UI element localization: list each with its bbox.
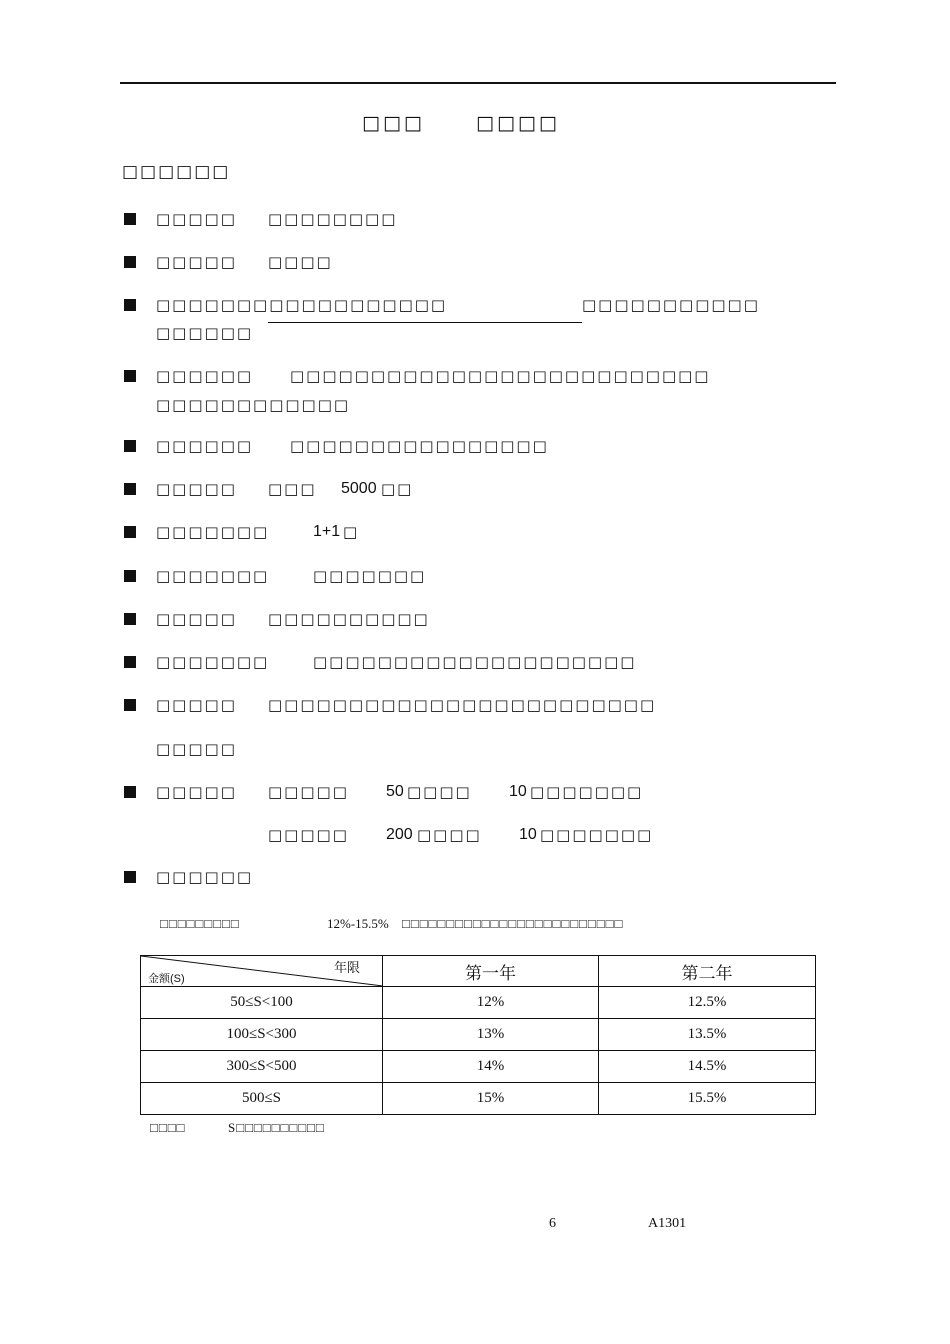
item-value: □□□□ [268,253,333,271]
table-corner-cell [141,956,383,987]
corner-bottom-label: 金额(S) [148,973,185,985]
item-value: □□□□□□□□□□□□□□□□□□□□□□□□ [268,696,657,714]
item-text: □□□□□□□□□□□□ [156,396,351,414]
bullet-icon [124,440,136,452]
item-text: □□□□□□□ [530,783,644,801]
item-suffix: □□ [381,480,414,498]
doc-title-left: □□□ [362,112,425,134]
table-cell: 12.5% [599,987,816,1019]
item-prefix: □□□ [268,480,317,498]
table-header-row [141,956,816,987]
table-note-text: □□□□ [150,1120,186,1135]
bullet-icon [124,786,136,798]
item-number: 50 [386,783,404,800]
bullet-icon [124,699,136,711]
bullet-icon [124,871,136,883]
item-label: □□□□□ [156,480,237,498]
item-label: □□□□□□□ [156,523,270,541]
table-cell: 13.5% [599,1019,816,1051]
item-text: □□□□□□□ [540,826,654,844]
table-cell: 12% [383,987,599,1019]
bullet-icon [124,483,136,495]
item-number: 200 [386,826,413,843]
table-cell: 500≤S [141,1083,383,1115]
item-text: □□□□□□□□□□□ [582,296,760,314]
item-value: □□□□□□□□□□□□□□□□ [290,437,549,455]
item-label: □□□□□□□ [156,567,270,585]
table-header-cell: 第一年 [383,956,599,987]
item-text: □□□□ [417,826,482,844]
item-label: □□□□□□ [156,437,254,455]
item-number: 10 [509,783,527,800]
table-cell: 300≤S<500 [141,1051,383,1083]
bullet-icon [124,299,136,311]
bullet-icon [124,656,136,668]
item-value: 1+1 [313,523,341,540]
item-text: □□□□ [407,783,472,801]
item-label: □□□□□□□ [156,653,270,671]
section-heading: □□□□□□ [122,162,231,182]
rate-note-text: □□□□□□□□□ [160,916,240,931]
doc-code: A1301 [648,1216,687,1231]
item-label: □□□□□□ [156,367,254,385]
item-label: □□□□□ [156,783,237,801]
item-text: □□□□□□□□□□□□□□□□□□ [156,296,448,314]
doc-title-right: □□□□ [476,112,560,134]
page-number: 6 [549,1216,556,1231]
bullet-icon [124,370,136,382]
bullet-icon [124,256,136,268]
table-row [141,1019,816,1051]
rate-note-range: 12%-15.5% [327,916,389,931]
table-cell: 15% [383,1083,599,1115]
item-value: □□□□□□□□□□□□□□□□□□□□□□□□□□ [290,367,711,385]
item-text: □□□□□ [268,783,349,801]
table-cell: 100≤S<300 [141,1019,383,1051]
item-label: □□□□□ [156,610,237,628]
item-value: □□□□□□□□ [268,210,398,228]
table-cell: 15.5% [599,1083,816,1115]
rate-note-text: □□□□□□□□□□□□□□□□□□□□□□□□□ [402,916,624,931]
table-note-text: S□□□□□□□□□□ [228,1120,325,1135]
item-suffix: □ [343,523,360,541]
item-number: 10 [519,826,537,843]
item-label: □□□□□ [156,696,237,714]
item-label: □□□□□ [156,210,237,228]
bullet-icon [124,613,136,625]
rate-table [140,955,816,1115]
item-text: □□□□□ [156,740,237,758]
bullet-icon [124,213,136,225]
table-cell: 13% [383,1019,599,1051]
table-header-cell: 第二年 [599,956,816,987]
table-row [141,987,816,1019]
table-cell: 14.5% [599,1051,816,1083]
bullet-icon [124,526,136,538]
table-row [141,1051,816,1083]
item-label: □□□□□□ [156,868,254,886]
bullet-icon [124,570,136,582]
blank-underline [268,322,582,323]
table-cell: 14% [383,1051,599,1083]
item-value: □□□□□□□ [313,567,427,585]
item-value: □□□□□□□□□□ [268,610,430,628]
item-text: □□□□□□ [156,324,254,342]
table-row [141,1083,816,1115]
table-cell: 50≤S<100 [141,987,383,1019]
item-amount: 5000 [341,480,377,497]
item-value: □□□□□□□□□□□□□□□□□□□□ [313,653,637,671]
item-text: □□□□□ [268,826,349,844]
corner-top-label: 年限 [333,960,360,975]
top-rule [120,82,836,84]
item-label: □□□□□ [156,253,237,271]
